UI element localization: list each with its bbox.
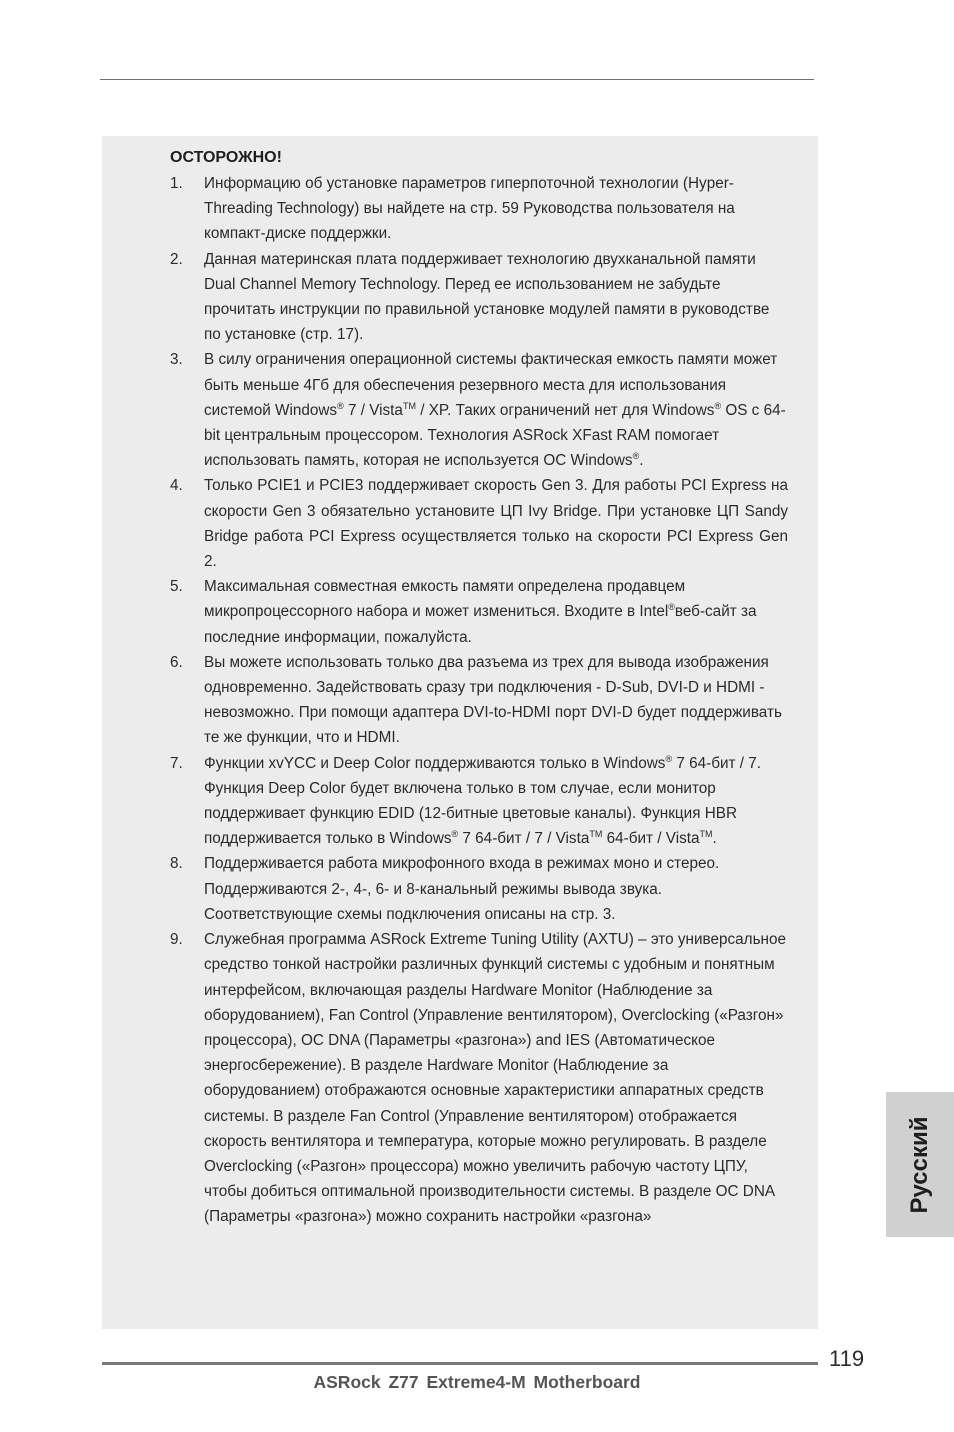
registered-mark: ® — [451, 829, 459, 840]
item-number: 9. — [170, 931, 183, 949]
page-number: 119 — [829, 1346, 865, 1371]
item-number: 2. — [170, 250, 183, 268]
item-text: Только PCIE1 и PCIE3 поддерживает скорость Gen 3. Для работы PCI Express на скорости Gen 3 обязательно установите ЦП Ivy Bridge. При установке ЦП Sandy Bridge работа PCI Express осуществляется только на скорости PCI Express Gen 2. — [204, 477, 788, 571]
caution-list — [170, 171, 788, 1230]
list-item — [170, 473, 788, 574]
registered-mark: ® — [668, 602, 675, 613]
item-text: Данная материнская плата поддерживает технологию двухканальной памяти Dual Channel Memory Technology. Перед ее использованием не забудьте прочитать инструкции по правильной установке модулей памяти в руководстве по установке (стр. 17). — [204, 250, 770, 344]
registered-mark: ® — [714, 400, 722, 411]
item-text: Функции xvYCC и Deep Color поддерживаются только в Windows® 7 64-бит / 7. Функция Deep Color будет включена только в том случае, если монитор поддерживает функцию EDID (12-битные цветовые каналы). Функция HBR поддерживается только в Windows® 7 64-бит / 7 / Vista™ 64-бит / Vista™. — [204, 753, 762, 848]
caution-box — [102, 136, 818, 1329]
list-item — [170, 650, 788, 751]
item-text: В силу ограничения операционной системы фактическая емкость памяти может быть меньше 4Гб для обеспечения резервного места для использования системой Windows® 7 / Vista™ / XP. Таких ограничений нет для Windows® OS с 64-bit центральным процессором. Технология ASRock XFast RAM помогает использовать память, которая не используется ОС Windows®. — [204, 351, 786, 470]
item-number: 7. — [170, 754, 183, 772]
list-item — [170, 171, 788, 247]
trademark-mark: TM — [699, 829, 713, 840]
item-number: 1. — [170, 175, 183, 192]
list-item — [170, 247, 788, 348]
registered-mark: ® — [337, 400, 344, 411]
item-number: 5. — [170, 578, 183, 596]
item-text: Поддерживается работа микрофонного входа в режимах моно и стерео. Поддерживаются 2-, 4-, 6- и 8-канальный режимы вывода звука. Соответствующие схемы подключения описаны на стр. 3. — [204, 855, 720, 923]
list-item — [170, 347, 788, 473]
item-number: 6. — [170, 653, 183, 671]
footer-product-name: ASRock Z77 Extreme4-M Motherboard — [313, 1372, 641, 1392]
item-text: Служебная программа ASRock Extreme Tuning Utility (AXTU) – это универсальное средство тонкой настройки различных функций системы с удобным и понятным интерфейсом, включающая разделы Hardware Monitor (Наблюдение за оборудованием), Fan Control (Управление вентилятором), Overclocking («Разгон» процессора), OC DNA (Параметры «разгона») and IES (Автоматическое энергосбережение). В разделе Hardware Monitor (Наблюдение за оборудованием) отображаются основные характеристики аппаратных средств системы. В разделе Fan Control (Управление вентилятором) отображается скорость вентилятора и температура, которые можно регулировать. В разделе Overclocking («Разгон» процессора) можно увеличить рабочую частоту ЦПУ, чтобы добиться оптимальной производительности системы. В разделе OC DNA (Параметры «разгона») можно сохранить настройки «разгона» — [204, 931, 786, 1226]
item-number: 4. — [170, 477, 183, 495]
trademark-mark: TM — [402, 400, 416, 411]
language-tab — [886, 1092, 954, 1237]
registered-mark: ® — [632, 451, 640, 462]
list-item — [170, 751, 788, 852]
list-item — [170, 927, 788, 1229]
item-text: Вы можете использовать только два разъема из трех для вывода изображения одновременно. Задействовать сразу три подключения - D-Sub, DVI-D и HDMI - невозможно. При помощи адаптера DVI-to-HDMI порт DVI-D будет поддерживать те же функции, что и HDMI. — [204, 653, 782, 747]
item-number: 3. — [170, 351, 183, 369]
item-text: Информацию об установке параметров гиперпоточной технологии (Hyper-Threading Technology) вы найдете на стр. 59 Руководства пользователя на компакт-диске поддержки. — [204, 175, 735, 243]
item-text: Максимальная совместная емкость памяти определена продавцем микропроцессорного набора и может измениться. Входите в Intel®веб-сайт за последние информации, пожалуйста. — [204, 578, 757, 646]
language-tab-label: Русский — [906, 1116, 933, 1213]
item-number: 8. — [170, 855, 183, 873]
list-item — [170, 851, 788, 927]
list-item — [170, 574, 788, 650]
top-rule — [100, 79, 814, 80]
caution-title: ОСТОРОЖНО! — [170, 149, 282, 166]
trademark-mark: TM — [589, 829, 603, 840]
bottom-rule — [102, 1362, 818, 1365]
registered-mark: ® — [665, 753, 673, 764]
